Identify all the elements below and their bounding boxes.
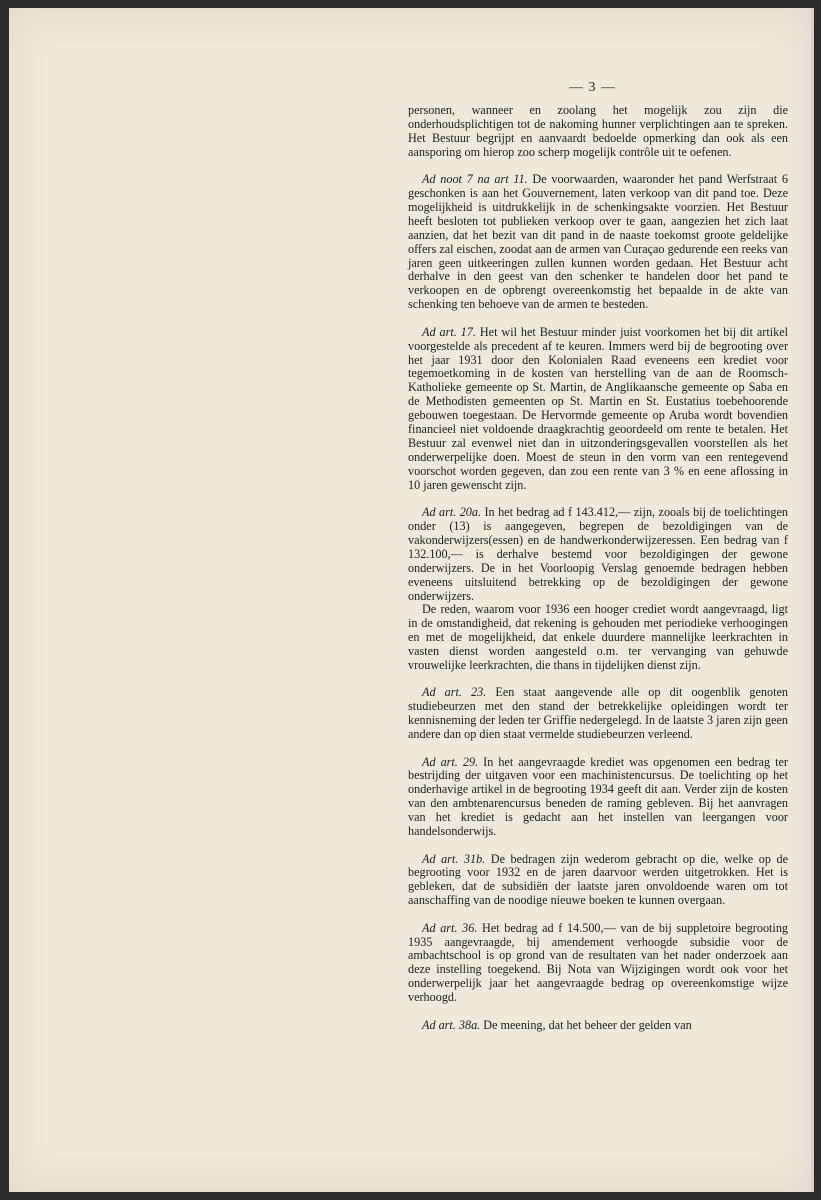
paragraph-text: In het aangevraagde krediet was opgenomen een bedrag ter bestrijding der uitgaven voor een machinistencursus. De toelichting op het onderhavige artikel in de begrooting 1934 geeft dit aan. Verder zijn de kosten van den ambtenarencursus beneden de raming gebleven. Bij het aanvragen van het krediet is gedacht aan het instellen van leergangen voor handelsonderwijs.: [408, 754, 788, 839]
paragraph: [408, 686, 788, 742]
article-reference: Ad art. 23.: [422, 685, 487, 700]
paragraph-text: De reden, waarom voor 1936 een hooger crediet wordt aangevraagd, ligt in de omstandigheid, dat rekening is gehouden met periodieke verhoogingen en met de mogelijkheid, dat enkele duurdere mannelijke leerkrachten in vasten dienst worden aangesteld o.m. ter vervanging van gehuwde vrouwelijke leerkrachten, die thans in tijdelijken dienst zijn.: [408, 602, 788, 673]
paragraph: [408, 173, 788, 312]
paragraph-text: Een staat aangevende alle op dit oogenblik genoten studiebeurzen met den stand der betrekkelijke opleidingen wordt ter kennisneming der leden ter Griffie nedergelegd. In de laatste 3 jaren zijn geen andere dan op dien staat vermelde studiebeurzen verleend.: [408, 685, 789, 742]
page-number: — 3 —: [569, 80, 616, 95]
text-column: [408, 104, 788, 1046]
article-reference: Ad art. 17.: [422, 324, 476, 339]
article-reference: Ad art. 38a.: [422, 1017, 481, 1032]
paragraph: [408, 922, 788, 1005]
paragraph: [408, 104, 788, 160]
article-reference: Ad art. 31b.: [422, 851, 486, 866]
paragraph: [408, 756, 788, 839]
article-reference: Ad art. 20a.: [422, 505, 482, 520]
paragraph-text: Het wil het Bestuur minder juist voorkomen het bij dit artikel voorgestelde als precedent af te keuren. Immers werd bij de begrooting over het jaar 1931 door den Kolonialen Raad eveneens een krediet voor tegemoetkoming in de kosten van herstelling van de aan de Roomsch-Katholieke gemeente op St. Martin, de Anglikaansche gemeente op Saba en de Methodisten gemeenten op St. Martin en St. Eustatius toebehoorende gebouwen toegestaan. De Hervormde gemeente op Aruba wordt bovendien financieel niet voldoende draagkrachtig geoordeeld om rente te betalen. Het Bestuur zal evenwel niet dan in uitzonderingsgevallen voorstellen als het onderwerpelijke doen. Moest de steun in den vorm van een rentegevend voorschot worden gegeven, dan zou een rente van 3 % en eene aflossing in 10 jaren gewenscht zijn.: [408, 324, 789, 492]
paragraph-text: De meening, dat het beheer der gelden van: [483, 1017, 692, 1032]
paragraph: [408, 326, 788, 493]
paragraph: [408, 506, 788, 603]
paragraph-text: Het bedrag ad f 14.500,— van de bij suppletoire begrooting 1935 aangevraagde, bij amendement verhoogde subsidie voor de ambachtschool is op grond van de resultaten van het nader onderzoek aan deze instelling toegekend. Bij Nota van Wijzigingen wordt ook voor het onderwerpelijk jaar het aangevraagde bedrag op overeenkomstige wijze verhoogd.: [408, 920, 789, 1005]
paragraph: [408, 1019, 788, 1033]
article-reference: Ad art. 36.: [422, 920, 478, 935]
article-reference: Ad art. 29.: [422, 754, 479, 769]
article-reference: Ad noot 7 na art 11.: [422, 172, 528, 187]
paragraph-text: personen, wanneer en zoolang het mogelijk zou zijn die onderhoudsplichtigen tot de nakoming hunner verplichtingen aan te spreken. Het Bestuur begrijpt en aanvaardt bedoelde opmerking dan ook als een aansporing om hierop zoo scherp mogelijk contrôle uit te oefenen.: [408, 103, 788, 159]
paragraph: [408, 603, 788, 673]
paragraph-text: De voorwaarden, waaronder het pand Werfstraat 6 geschonken is aan het Gouvernement, laten verkoop van dit pand toe. Deze mogelijkheid is uitdrukkelijk in de schenkingsakte voorzien. Het Bestuur heeft besloten tot publieken verkoop over te gaan, aangezien het zich laat aanzien, dat het bezit van dit pand in de naaste toekomst groote geldelijke offers zal eischen, zoodat aan de armen van Curaçao gedurende een reeks van jaren geen uitkeeringen zullen kunnen worden gedaan. Het Bestuur acht derhalve in den geest van den schenker te handelen door het pand te verkoopen en de opbrengt overeenkomstig het bepaalde in de akte van schenking ten behoeve van de armen te besteden.: [408, 172, 788, 312]
document-page: [9, 8, 814, 1192]
paragraph-text: De bedragen zijn wederom gebracht op die, welke op de begrooting voor 1932 en de jaren daarvoor werden uitgetrokken. Het is gebleken, dat de subsidiën der laatste jaren onvoldoende waren om tot aanschaffing van de noodige nieuwe boeken te kunnen overgaan.: [408, 851, 788, 908]
paragraph: [408, 853, 788, 909]
paragraph-text: In het bedrag ad f 143.412,— zijn, zooals bij de toelichtingen onder (13) is aangegeven, begrepen de bezoldigingen van de vakonderwijzers(essen) en de handwerkonderwijzeressen. Een bedrag van f 132.100,— is derhalve bestemd voor bezoldigingen der gewone onderwijzers. De in het Voorloopig Verslag genoemde bedragen hebben eveneens uitsluitend betrekking op de bezoldigingen der gewone onderwijzers.: [408, 505, 789, 603]
